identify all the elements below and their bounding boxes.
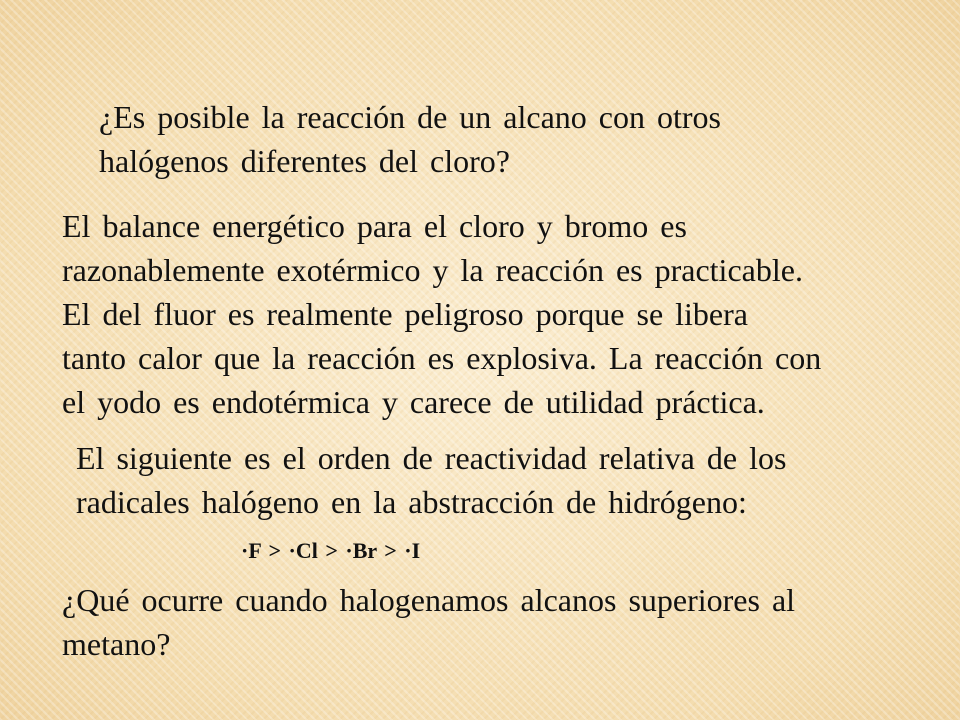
text-line: tanto calor que la reacción es explosiva. La reacción con (62, 340, 822, 376)
text-line: El del fluor es realmente peligroso porque se libera (62, 296, 748, 332)
energy-balance-paragraph (62, 204, 821, 424)
text-line: metano? (62, 626, 171, 662)
text-line: halógenos diferentes del cloro? (99, 143, 510, 179)
question-higher-alkanes (62, 578, 795, 666)
text-line: El siguiente es el orden de reactividad relativa de los (76, 440, 787, 476)
text-line: radicales halógeno en la abstracción de hidrógeno: (76, 484, 747, 520)
text-line: razonablemente exotérmico y la reacción es practicable. (62, 252, 803, 288)
text-line: ¿Es posible la reacción de un alcano con otros (99, 99, 721, 135)
text-line: el yodo es endotérmica y carece de utilidad práctica. (62, 384, 765, 420)
reactivity-paragraph (76, 436, 786, 524)
text-line: ¿Qué ocurre cuando halogenamos alcanos superiores al (62, 582, 796, 618)
question-halogens (99, 95, 721, 183)
reactivity-order: ·F > ·Cl > ·Br > ·I (241, 538, 421, 563)
text-line: El balance energético para el cloro y bromo es (62, 208, 687, 244)
